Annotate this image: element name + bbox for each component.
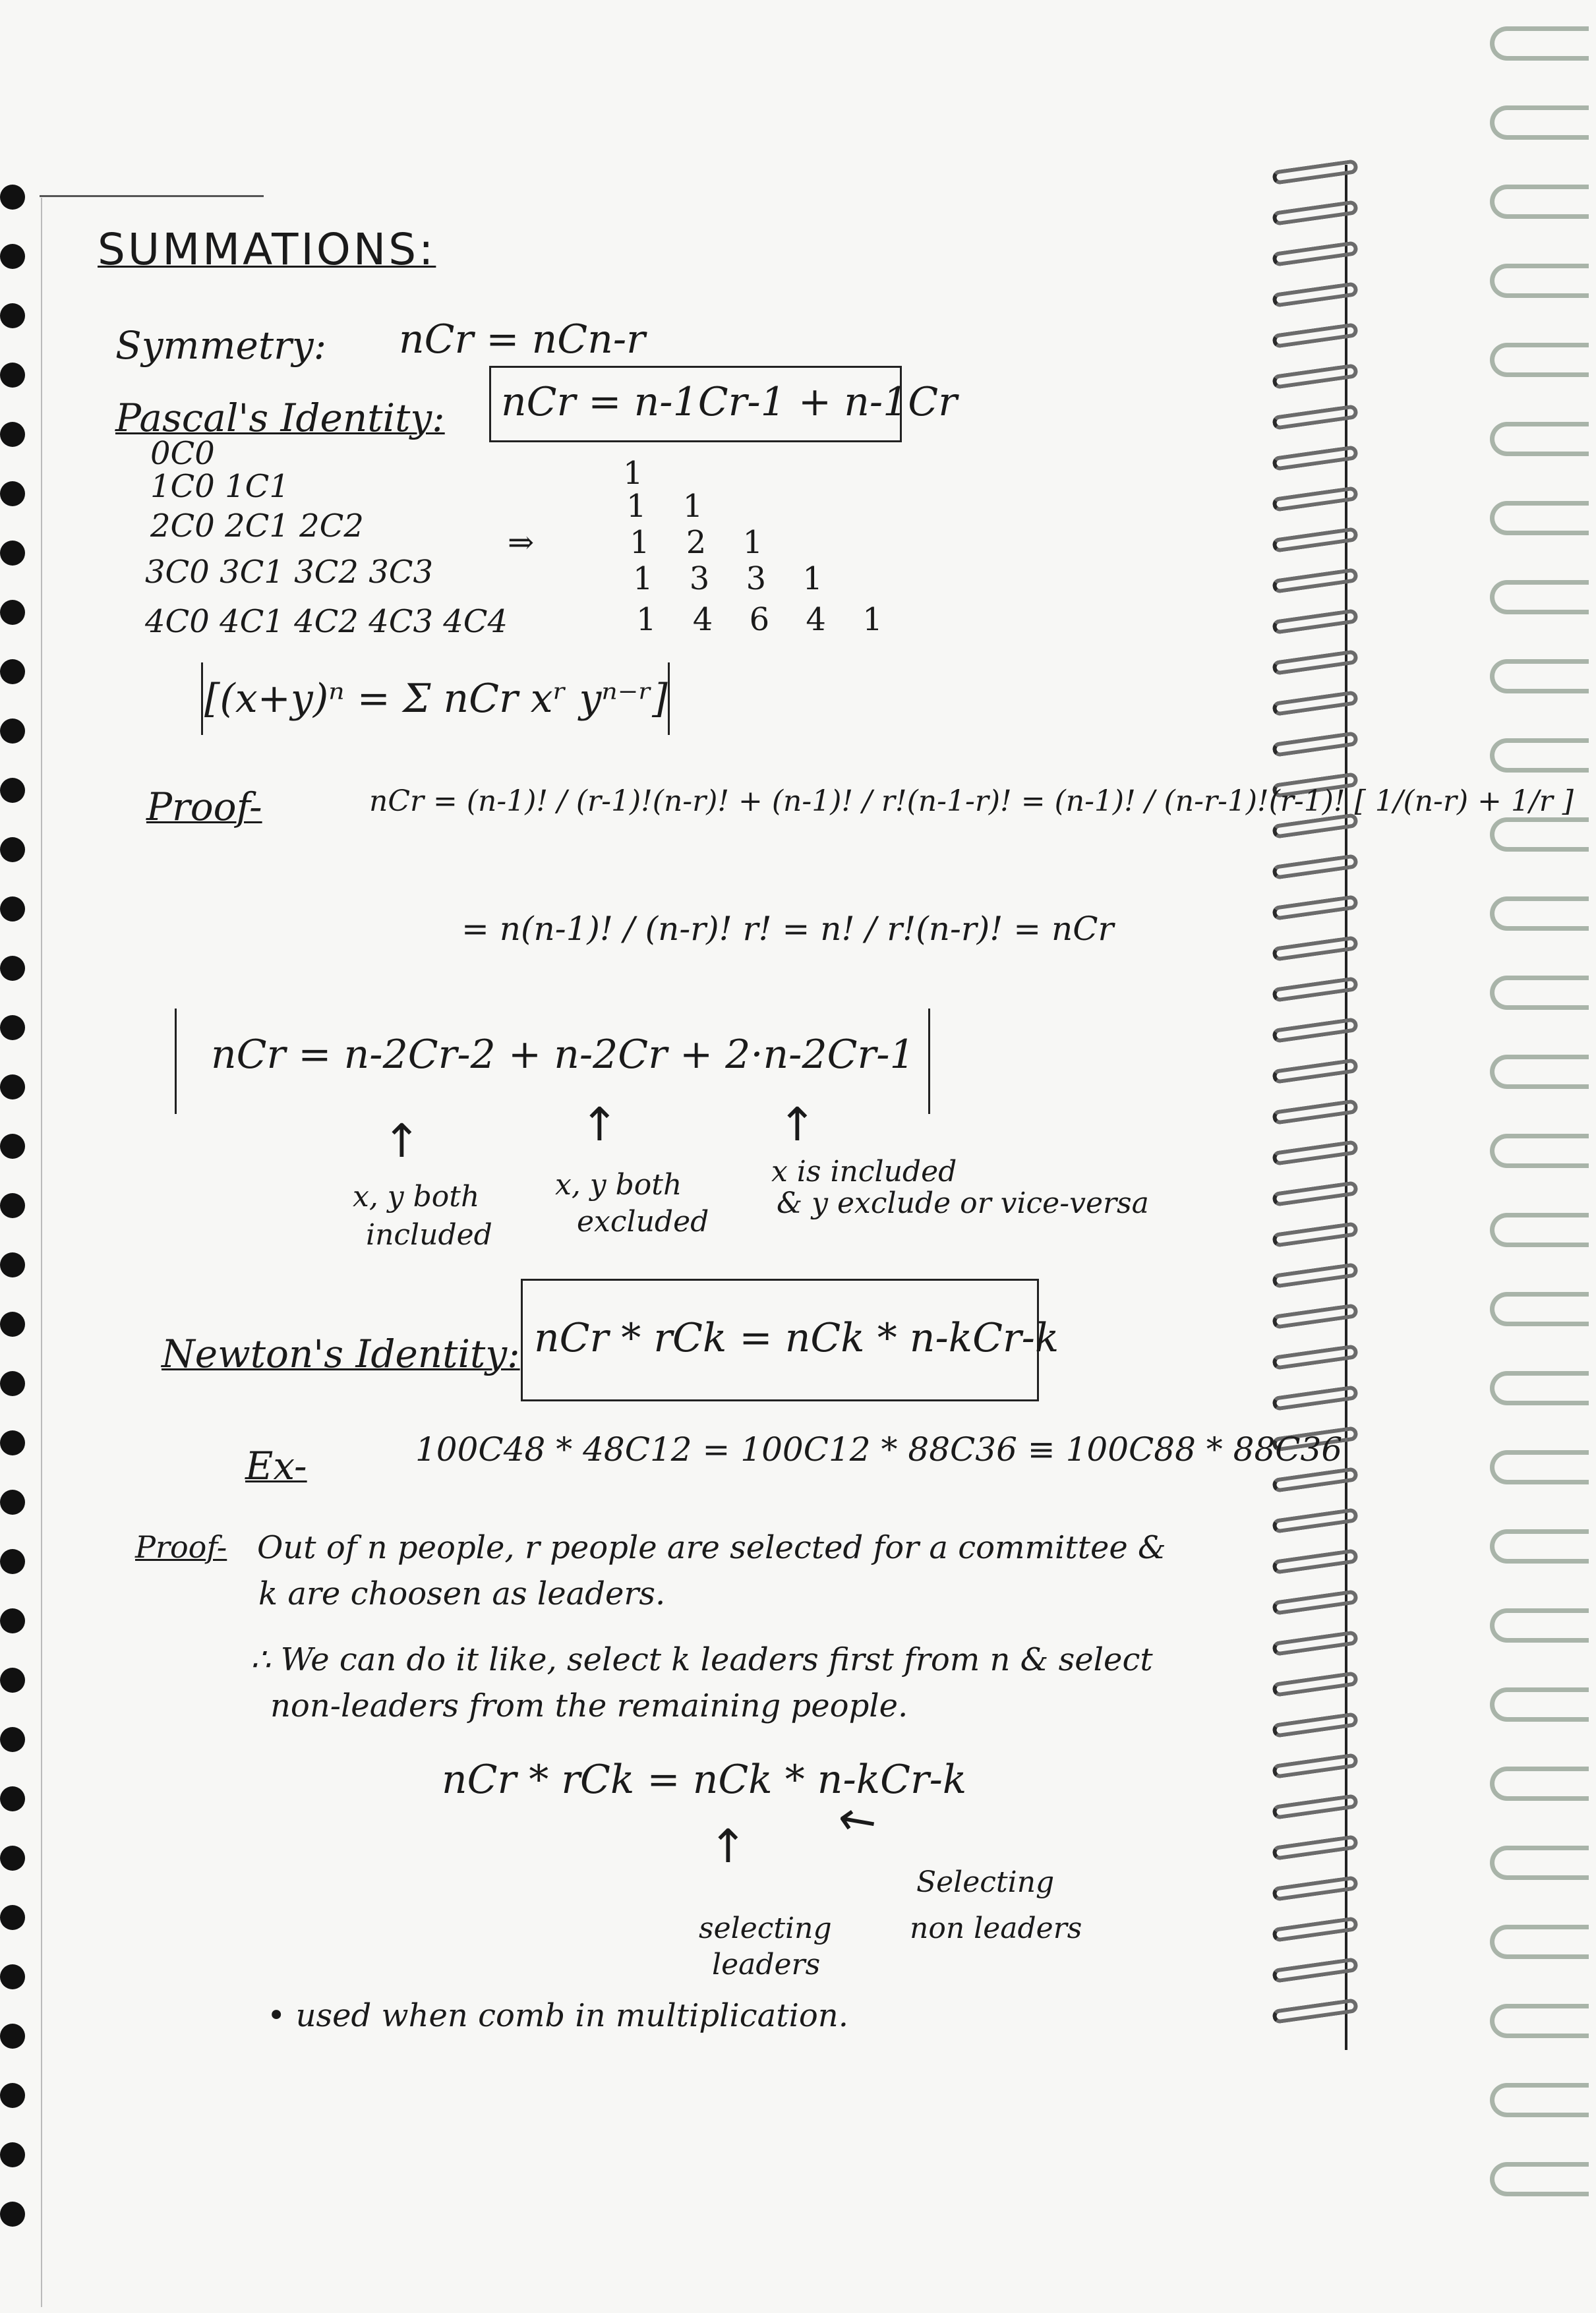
pascal-label: Pascal's Identity: — [115, 395, 445, 440]
note-selecting-nonleaders-2: non leaders — [910, 1912, 1082, 1945]
note-both-excluded-2: excluded — [577, 1205, 709, 1239]
spiral-coil — [1272, 1957, 1359, 1983]
triangle-row-1: 1 1 — [626, 488, 717, 525]
back-ring — [1490, 2162, 1589, 2196]
spiral-coil — [1272, 1344, 1359, 1370]
spiral-coil — [1272, 1548, 1359, 1575]
spiral-coil — [1272, 1303, 1359, 1330]
note-one-included-1: x is included — [771, 1155, 957, 1188]
triangle-row-0: 1 — [623, 455, 643, 492]
page-title: SUMMATIONS: — [98, 224, 436, 275]
back-ring — [1490, 1846, 1589, 1880]
back-ring — [1490, 1767, 1589, 1801]
back-ring — [1490, 26, 1589, 61]
back-ring — [1490, 1213, 1589, 1247]
back-ring — [1490, 1925, 1589, 1959]
back-ring — [1490, 1134, 1589, 1168]
spiral-coil — [1272, 1058, 1359, 1084]
spiral-coil — [1272, 1916, 1359, 1943]
spiral-coil — [1272, 1834, 1359, 1861]
note-selecting-leaders-2: leaders — [712, 1948, 821, 1981]
spiral-coil — [1272, 486, 1359, 512]
pascal-row-1: 1C0 1C1 — [150, 468, 289, 505]
spiral-coil — [1272, 1385, 1359, 1411]
back-ring — [1490, 1450, 1589, 1484]
back-ring — [1490, 343, 1589, 377]
margin-line — [41, 198, 42, 2307]
back-ring — [1490, 264, 1589, 298]
back-ring — [1490, 2004, 1589, 2038]
example-label: Ex- — [245, 1444, 307, 1488]
spiral-coil — [1272, 1630, 1359, 1656]
identity2-formula: nCr = n-2Cr-2 + n-2Cr + 2·n-2Cr-1 — [211, 1032, 915, 1078]
proof2-line-4: non-leaders from the remaining people. — [270, 1687, 908, 1724]
proof2-footer: • used when comb in multiplication. — [267, 1997, 848, 2034]
back-ring — [1490, 1608, 1589, 1643]
spiral-coil — [1272, 1875, 1359, 1902]
symmetry-formula: nCr = nCn-r — [399, 316, 645, 363]
triangle-row-2: 1 2 1 — [630, 524, 777, 561]
spiral-coil — [1272, 1221, 1359, 1248]
back-ring — [1490, 1529, 1589, 1564]
up-arrow-icon: ↑ — [778, 1098, 817, 1152]
newton-label: Newton's Identity: — [162, 1332, 520, 1376]
spiral-coil — [1272, 159, 1359, 185]
spiral-coil — [1272, 1467, 1359, 1493]
note-selecting-nonleaders-1: Selecting — [916, 1865, 1055, 1899]
spiral-coil — [1272, 568, 1359, 594]
spiral-coil — [1272, 1262, 1359, 1289]
back-ring — [1490, 2083, 1589, 2117]
note-selecting-leaders-1: selecting — [699, 1912, 832, 1945]
symmetry-label: Symmetry: — [115, 323, 327, 368]
note-one-included-2: & y exclude or vice-versa — [777, 1186, 1149, 1220]
proof1-line1: nCr = (n-1)! / (r-1)!(n-r)! + (n-1)! / r!(n-1-r)! = (n-1)! / (n-r-1)!(r-1)! [ 1/(n-r) + 1/r ] — [369, 784, 1574, 818]
back-ring — [1490, 738, 1589, 773]
spiral-coil — [1272, 404, 1359, 430]
back-ring — [1490, 580, 1589, 614]
back-ring — [1490, 976, 1589, 1010]
binomial-formula: [(x+y)ⁿ = Σ nCr xʳ yⁿ⁻ʳ] — [204, 676, 668, 722]
back-ring — [1490, 185, 1589, 219]
pascal-row-4: 4C0 4C1 4C2 4C3 4C4 — [145, 603, 508, 640]
spiral-coil — [1272, 1181, 1359, 1207]
up-arrow-icon: ↑ — [709, 1819, 748, 1873]
proof2-line-3: ∴ We can do it like, select k leaders first from n & select — [251, 1641, 1153, 1678]
spiral-coil — [1272, 976, 1359, 1003]
proof2-line-1: Out of n people, r people are selected for a committee & — [257, 1529, 1166, 1566]
back-ring — [1490, 896, 1589, 931]
spiral-coil — [1272, 1671, 1359, 1697]
proof2-line-2: k are choosen as leaders. — [258, 1575, 666, 1612]
back-ring — [1490, 1292, 1589, 1326]
diagonal-arrow-icon: ↖ — [825, 1786, 888, 1854]
pascal-formula: nCr = n-1Cr-1 + n-1Cr — [501, 379, 957, 425]
back-page-rings — [1490, 0, 1596, 2313]
back-ring — [1490, 817, 1589, 852]
spiral-coil — [1272, 363, 1359, 390]
spiral-coil — [1272, 1508, 1359, 1534]
spiral-coil — [1272, 608, 1359, 635]
note-both-excluded-1: x, y both — [555, 1168, 682, 1202]
up-arrow-icon: ↑ — [580, 1098, 619, 1152]
spiral-coil — [1272, 894, 1359, 921]
triangle-row-3: 1 3 3 1 — [633, 560, 836, 597]
spiral-coil — [1272, 731, 1359, 757]
spiral-coil — [1272, 854, 1359, 880]
binder-holes — [0, 0, 40, 2313]
spiral-binding — [1272, 165, 1365, 2076]
spiral-coil — [1272, 1712, 1359, 1738]
note-both-included-2: included — [366, 1218, 492, 1252]
triangle-row-4: 1 4 6 4 1 — [636, 601, 896, 638]
back-ring — [1490, 1371, 1589, 1405]
spiral-coil — [1272, 241, 1359, 267]
back-ring — [1490, 422, 1589, 456]
proof1-label: Proof- — [146, 784, 262, 829]
back-ring — [1490, 659, 1589, 693]
spiral-coil — [1272, 1140, 1359, 1166]
proof2-formula: nCr * rCk = nCk * n-kCr-k — [442, 1757, 967, 1803]
pascal-row-3: 3C0 3C1 3C2 3C3 — [145, 554, 433, 591]
spiral-coil — [1272, 935, 1359, 962]
back-ring — [1490, 501, 1589, 535]
spiral-coil — [1272, 200, 1359, 226]
spiral-coil — [1272, 1794, 1359, 1820]
pascal-row-0: 0C0 — [150, 435, 215, 472]
back-ring — [1490, 105, 1589, 140]
back-ring — [1490, 1055, 1589, 1089]
spiral-coil — [1272, 1017, 1359, 1043]
spiral-coil — [1272, 649, 1359, 676]
proof1-line2: = n(n-1)! / (n-r)! r! = n! / r!(n-r)! = nCr — [461, 910, 1114, 948]
spiral-coil — [1272, 1753, 1359, 1779]
spiral-coil — [1272, 322, 1359, 349]
spiral-coil — [1272, 281, 1359, 308]
up-arrow-icon: ↑ — [382, 1114, 421, 1168]
newton-formula: nCr * rCk = nCk * n-kCr-k — [534, 1315, 1059, 1361]
spiral-coil — [1272, 527, 1359, 553]
example-formula: 100C48 * 48C12 = 100C12 * 88C36 ≡ 100C88 * 88C36 — [415, 1430, 1343, 1469]
top-rule — [40, 195, 264, 197]
spiral-coil — [1272, 1099, 1359, 1125]
pascal-row-2: 2C0 2C1 2C2 — [150, 508, 364, 544]
spiral-coil — [1272, 1589, 1359, 1616]
spiral-coil — [1272, 1998, 1359, 2024]
spiral-coil — [1272, 445, 1359, 471]
back-ring — [1490, 1687, 1589, 1722]
note-both-included-1: x, y both — [353, 1180, 480, 1214]
proof2-label: Proof- — [135, 1529, 227, 1565]
spiral-coil — [1272, 690, 1359, 717]
implies-arrow: ⇒ — [508, 524, 535, 561]
